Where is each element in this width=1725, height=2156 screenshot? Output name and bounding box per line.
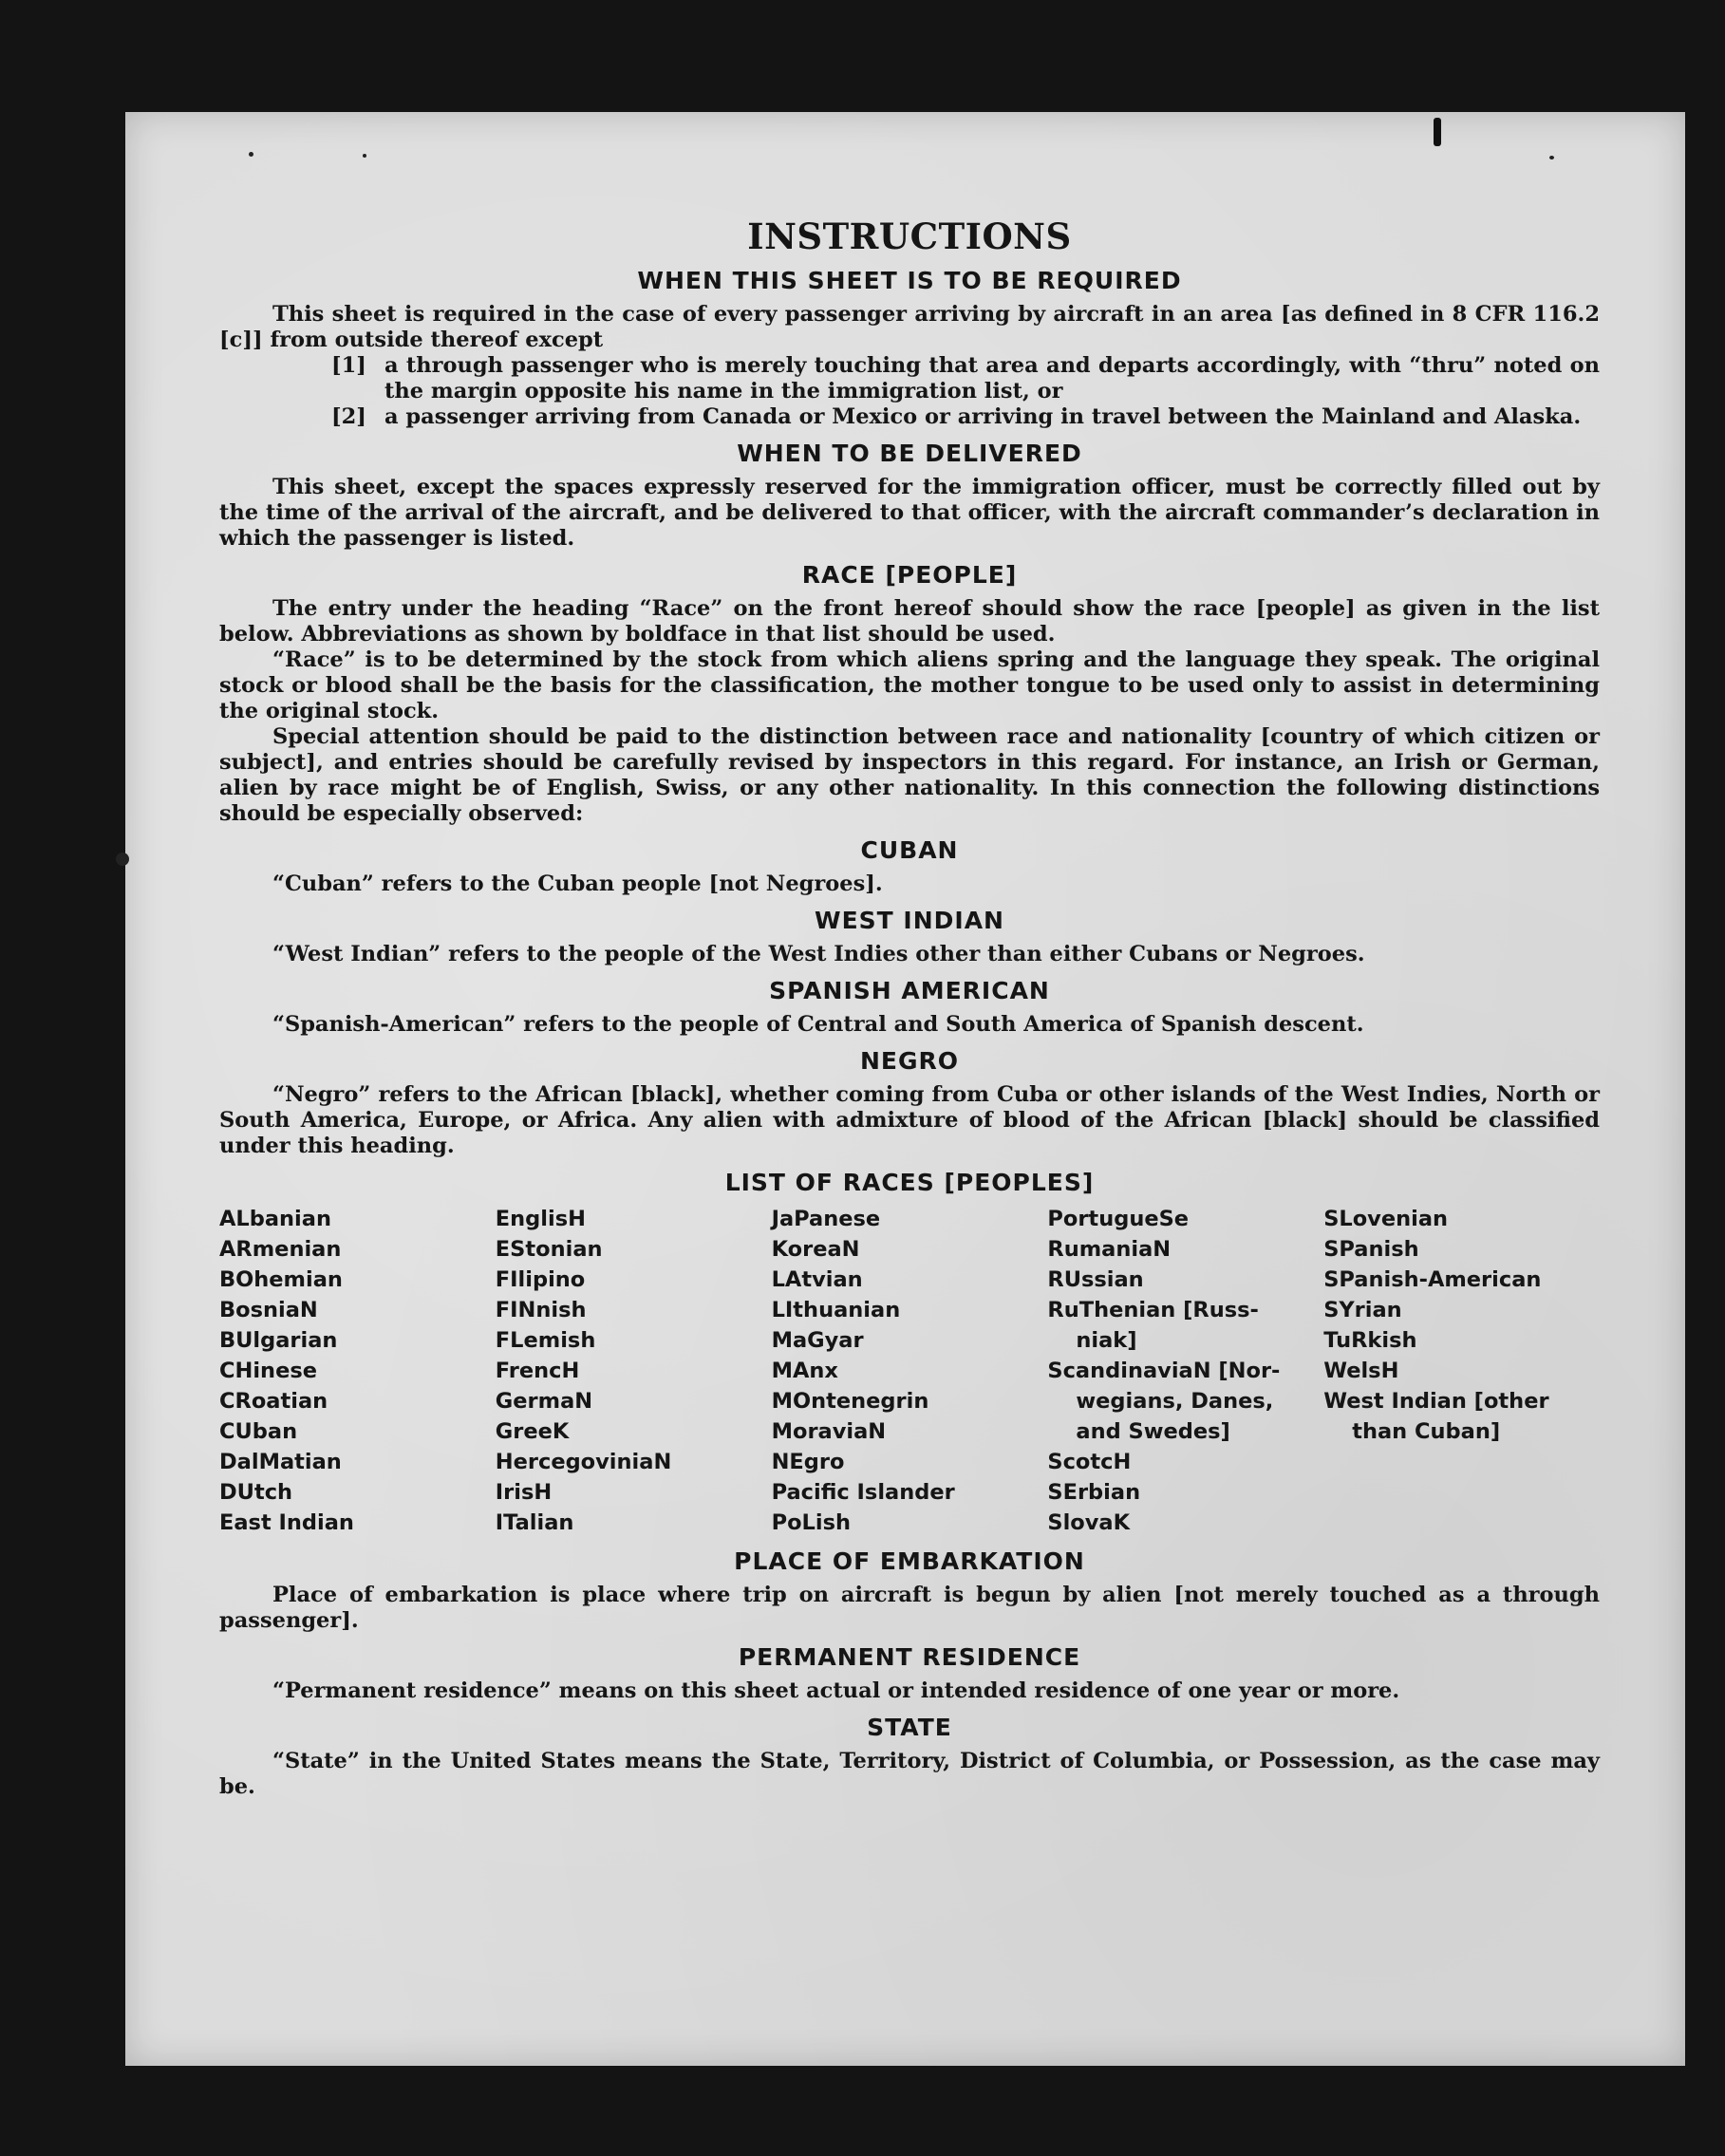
race-entry: MaGyar [771,1328,864,1353]
race-list [219,1204,1600,1538]
race-entry: CRoatian [219,1389,328,1414]
race-entry: MoraviaN [771,1419,887,1444]
heading-when-required: WHEN THIS SHEET IS TO BE REQUIRED [637,267,1182,294]
race-paragraph: “Race” is to be determined by the stock from which aliens spring and the language they speak. The original stock or blood shall be the basis for the classification, the mother tongue to be used only to assist in determining the original stock. [219,647,1600,723]
race-entry: HercegoviniaN [495,1450,672,1474]
list-item [331,404,1600,430]
document-sheet [125,112,1685,2066]
race-entry: SYrian [1323,1298,1402,1322]
heading-when-delivered: WHEN TO BE DELIVERED [737,440,1082,467]
speck [1549,156,1554,159]
delivered-text: This sheet, except the spaces expressly reserved for the immigration officer, must be correctly filled out by the time of the arrival of the aircraft, and be delivered to that officer, with the aircraft commander’s declaration in which the passenger is listed. [219,475,1600,551]
race-entry: ITalian [495,1510,574,1535]
race-entry: BOhemian [219,1267,343,1292]
race-entry: Pacific Islander [771,1480,955,1505]
embarkation-text: Place of embarkation is place where trip on aircraft is begun by alien [not merely touched as a through passenger]. [219,1583,1600,1633]
race-entry: RumaniaN [1047,1237,1172,1262]
race-column [219,1204,496,1538]
race-entry: SErbian [1047,1480,1141,1505]
speck [363,154,366,158]
page-title: INSTRUCTIONS [747,216,1072,257]
speck [116,853,129,866]
heading-west-indian: WEST INDIAN [815,907,1004,934]
race-entry: GreeK [495,1419,570,1444]
race-entry: PortugueSe [1047,1207,1190,1231]
race-entry: EStonian [495,1237,603,1262]
race-entry: RuThenian [Russ- niak] [1047,1298,1259,1353]
race-entry: DalMatian [219,1450,342,1474]
race-entry: West Indian [other than Cuban] [1323,1389,1549,1444]
race-column [496,1204,772,1538]
punch-mark [1434,118,1441,146]
race-column [772,1204,1048,1538]
race-entry: ALbanian [219,1207,331,1231]
item-number: [1] [331,353,366,378]
heading-embarkation: PLACE OF EMBARKATION [734,1547,1085,1575]
negro-text: “Negro” refers to the African [black], whether coming from Cuba or other islands of the West Indies, North or South America, Europe, or Africa. Any alien with admixture of blood of the African [black] should be classified under this heading. [219,1082,1600,1158]
heading-spanish-american: SPANISH AMERICAN [769,977,1050,1004]
race-entry: WelsH [1323,1359,1399,1383]
residence-text: “Permanent residence” means on this sheet actual or intended residence of one year or more. [272,1678,1400,1703]
race-entry: FINnish [495,1298,587,1322]
heading-race: RACE [PEOPLE] [801,561,1018,589]
state-text: “State” in the United States means the State, Territory, District of Columbia, or Possession, as the case may be. [219,1749,1600,1799]
heading-list-of-races: LIST OF RACES [PEOPLES] [724,1169,1095,1196]
race-entry: TuRkish [1323,1328,1417,1353]
race-entry: JaPanese [771,1207,881,1231]
race-entry: GermaN [495,1389,593,1414]
heading-state: STATE [867,1714,952,1741]
race-entry: SPanish [1323,1237,1419,1262]
race-entry: FIlipino [495,1267,586,1292]
race-entry: PoLish [771,1510,852,1535]
item-text: a through passenger who is merely touching that area and departs accordingly, with “thru” noted on the margin opposite his name in the immigration list, or [384,353,1600,403]
race-entry: EnglisH [495,1207,586,1231]
instructions-content [219,216,1600,1800]
list-item [331,353,1600,404]
spanish-american-text: “Spanish-American” refers to the people of Central and South America of Spanish descent. [272,1012,1364,1037]
race-entry: BUlgarian [219,1328,338,1353]
cuban-text: “Cuban” refers to the Cuban people [not Negroes]. [272,872,883,896]
heading-negro: NEGRO [859,1047,960,1075]
race-entry: SlovaK [1047,1510,1131,1535]
race-entry: ScandinaviaN [Nor- wegians, Danes, and Swedes] [1047,1359,1281,1444]
race-entry: RUssian [1047,1267,1144,1292]
race-entry: CHinese [219,1359,317,1383]
race-entry: MAnx [771,1359,838,1383]
race-entry: FLemish [495,1328,596,1353]
required-intro: This sheet is required in the case of every passenger arriving by aircraft in an area [as defined in 8 CFR 116.2 [c]] from outside thereof except [219,302,1600,352]
west-indian-text: “West Indian” refers to the people of the West Indies other than either Cubans or Negroes. [272,942,1365,966]
race-column [1047,1204,1323,1538]
race-entry: ARmenian [219,1237,342,1262]
speck [249,152,253,157]
race-entry: DUtch [219,1480,293,1505]
race-paragraph: Special attention should be paid to the distinction between race and nationality [country of which citizen or subject], and entries should be carefully revised by inspectors in this regard. For instance, an Irish or German, alien by race might be of English, Swiss, or any other nationality. In this connection the following distinctions should be especially observed: [219,724,1600,826]
race-entry: NEgro [771,1450,845,1474]
item-text: a passenger arriving from Canada or Mexico or arriving in travel between the Mainland and Alaska. [384,404,1582,429]
race-entry: LAtvian [771,1267,863,1292]
item-number: [2] [331,404,366,429]
race-entry: East Indian [219,1510,354,1535]
heading-cuban: CUBAN [860,836,959,864]
race-entry: MOntenegrin [771,1389,929,1414]
race-entry: SPanish-American [1323,1267,1542,1292]
race-paragraph: The entry under the heading “Race” on the front hereof should show the race [people] as given in the list below. Abbreviations as shown by boldface in that list should be used. [219,596,1600,647]
race-entry: SLovenian [1323,1207,1449,1231]
race-entry: LIthuanian [771,1298,901,1322]
race-entry: BosniaN [219,1298,318,1322]
race-entry: ScotcH [1047,1450,1132,1474]
race-entry: IrisH [495,1480,553,1505]
race-entry: CUban [219,1419,298,1444]
race-column [1323,1204,1600,1538]
heading-permanent-residence: PERMANENT RESIDENCE [738,1643,1081,1671]
race-entry: KoreaN [771,1237,860,1262]
race-entry: FrencH [495,1359,580,1383]
